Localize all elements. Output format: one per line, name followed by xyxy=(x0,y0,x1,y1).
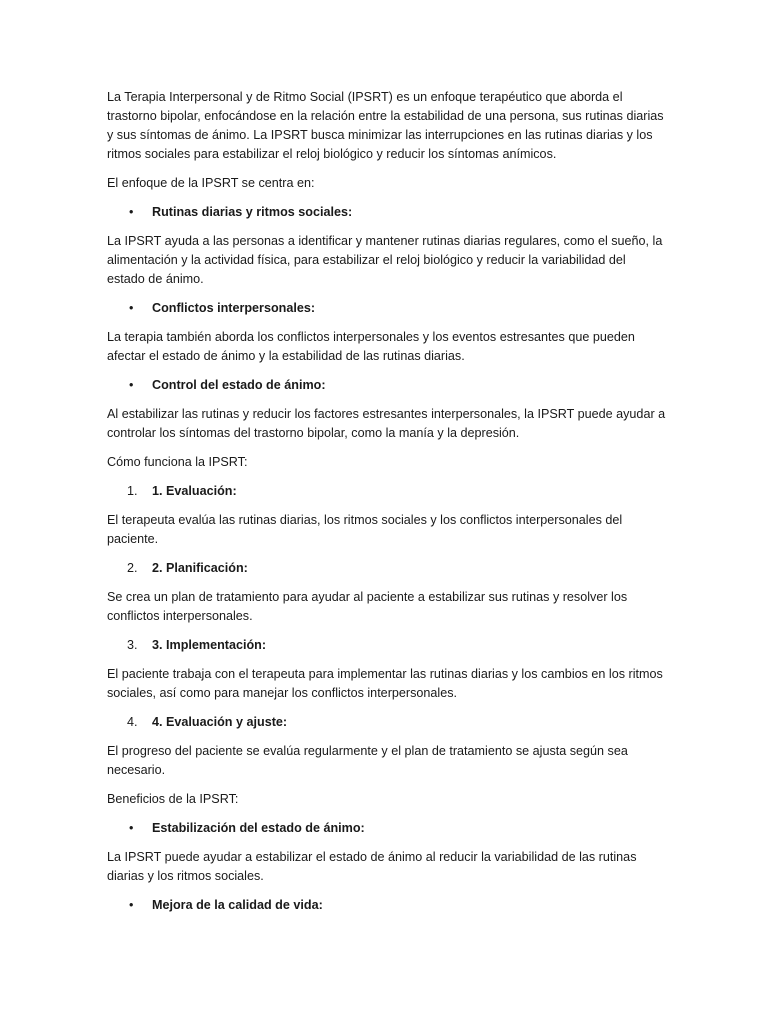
step-body: El paciente trabaja con el terapeuta para implementar las rutinas diarias y los cambios en los ritmos sociales, así como para manejar los conflictos interpersonales. xyxy=(107,667,663,700)
benefit-item-quality-of-life xyxy=(107,896,667,915)
step-title: 3. Implementación: xyxy=(152,638,267,652)
step-title: 2. Planificación: xyxy=(152,561,248,575)
document-body xyxy=(107,88,667,925)
how-heading: Cómo funciona la IPSRT: xyxy=(107,455,248,469)
step-title: 4. Evaluación y ajuste: xyxy=(152,715,288,729)
step-evaluation xyxy=(107,482,667,501)
focus-item-body: La IPSRT ayuda a las personas a identificar y mantener rutinas diarias regulares, como el sueño, la alimentación y la actividad física, para estabilizar el reloj biológico y reducir la variabilidad del estado de ánimo. xyxy=(107,234,663,286)
step-number: 4. xyxy=(127,715,138,729)
focus-item-body: Al estabilizar las rutinas y reducir los factores estresantes interpersonales, la IPSRT puede ayudar a controlar los síntomas del trastorno bipolar, como la manía y la depresión. xyxy=(107,407,666,440)
focus-item-title: Control del estado de ánimo: xyxy=(152,378,326,392)
benefit-item-title: Mejora de la calidad de vida: xyxy=(152,898,323,912)
benefit-item-title: Estabilización del estado de ánimo: xyxy=(152,821,365,835)
step-number: 2. xyxy=(127,561,138,575)
focus-item-title: Conflictos interpersonales: xyxy=(152,301,316,315)
step-number: 3. xyxy=(127,638,138,652)
step-adjustment xyxy=(107,713,667,732)
step-body: El terapeuta evalúa las rutinas diarias, los ritmos sociales y los conflictos interpersonales del paciente. xyxy=(107,513,623,546)
bullet-marker: • xyxy=(129,378,134,392)
intro-paragraph: La Terapia Interpersonal y de Ritmo Social (IPSRT) es un enfoque terapéutico que aborda el trastorno bipolar, enfocándose en la relación entre la estabilidad de una persona, sus rutinas diarias y sus síntomas de ánimo. La IPSRT busca minimizar las interrupciones en las rutinas diarias y los ritmos sociales para estabilizar el reloj biológico y reducir los síntomas anímicos. xyxy=(107,90,664,161)
focus-item-conflicts xyxy=(107,299,667,318)
focus-item-routines xyxy=(107,203,667,222)
step-implementation xyxy=(107,636,667,655)
focus-heading: El enfoque de la IPSRT se centra en: xyxy=(107,176,315,190)
step-body: Se crea un plan de tratamiento para ayudar al paciente a estabilizar sus rutinas y resolver los conflictos interpersonales. xyxy=(107,590,628,623)
step-title: 1. Evaluación: xyxy=(152,484,237,498)
focus-item-mood-control xyxy=(107,376,667,395)
focus-item-body: La terapia también aborda los conflictos interpersonales y los eventos estresantes que pueden afectar el estado de ánimo y la estabilidad de las rutinas diarias. xyxy=(107,330,635,363)
bullet-marker: • xyxy=(129,821,134,835)
step-body: El progreso del paciente se evalúa regularmente y el plan de tratamiento se ajusta según sea necesario. xyxy=(107,744,628,777)
focus-item-title: Rutinas diarias y ritmos sociales: xyxy=(152,205,353,219)
bullet-marker: • xyxy=(129,205,134,219)
step-number: 1. xyxy=(127,484,138,498)
benefit-item-mood xyxy=(107,819,667,838)
benefits-heading: Beneficios de la IPSRT: xyxy=(107,792,239,806)
benefit-item-body: La IPSRT puede ayudar a estabilizar el estado de ánimo al reducir la variabilidad de las rutinas diarias y los ritmos sociales. xyxy=(107,850,637,883)
bullet-marker: • xyxy=(129,301,134,315)
bullet-marker: • xyxy=(129,898,134,912)
step-planning xyxy=(107,559,667,578)
